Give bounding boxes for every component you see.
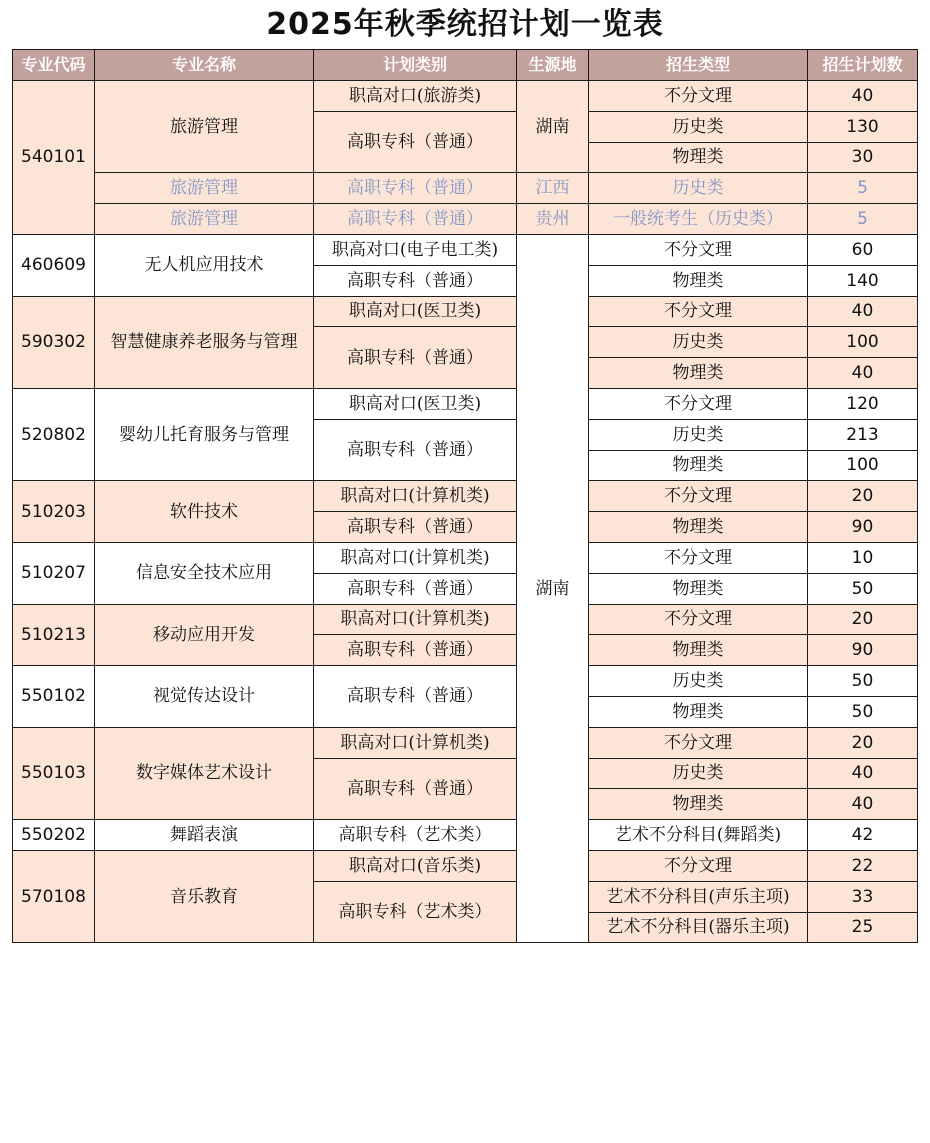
enroll-type: 艺术不分科目(舞蹈类) xyxy=(589,820,808,851)
plan-category: 高职专科（艺术类） xyxy=(314,820,517,851)
major-code: 570108 xyxy=(13,850,95,942)
plan-category: 高职专科（普通） xyxy=(314,265,517,296)
header-code: 专业代码 xyxy=(13,50,95,81)
enroll-type: 历史类 xyxy=(589,327,808,358)
enroll-type: 物理类 xyxy=(589,358,808,389)
enroll-type: 不分文理 xyxy=(589,481,808,512)
major-name: 智慧健康养老服务与管理 xyxy=(95,296,314,388)
plan-count: 90 xyxy=(808,635,918,666)
plan-count: 42 xyxy=(808,820,918,851)
plan-count: 22 xyxy=(808,850,918,881)
region: 湖南 xyxy=(517,81,589,173)
enroll-type: 物理类 xyxy=(589,142,808,173)
plan-count: 20 xyxy=(808,481,918,512)
table-row xyxy=(13,820,918,851)
plan-count: 30 xyxy=(808,142,918,173)
major-name: 旅游管理 xyxy=(95,173,314,204)
major-code: 510207 xyxy=(13,542,95,604)
enroll-type: 物理类 xyxy=(589,265,808,296)
plan-category: 职高对口(计算机类) xyxy=(314,542,517,573)
enroll-type: 艺术不分科目(器乐主项) xyxy=(589,912,808,943)
enroll-type: 物理类 xyxy=(589,696,808,727)
major-name: 婴幼儿托育服务与管理 xyxy=(95,388,314,480)
enroll-type: 不分文理 xyxy=(589,234,808,265)
plan-count: 100 xyxy=(808,450,918,481)
table-row xyxy=(13,481,918,512)
major-code: 550202 xyxy=(13,820,95,851)
enroll-type: 物理类 xyxy=(589,512,808,543)
major-name: 信息安全技术应用 xyxy=(95,542,314,604)
plan-count: 213 xyxy=(808,419,918,450)
plan-count: 25 xyxy=(808,912,918,943)
major-name: 软件技术 xyxy=(95,481,314,543)
table-row xyxy=(13,296,918,327)
plan-category: 职高对口(音乐类) xyxy=(314,850,517,881)
major-name: 数字媒体艺术设计 xyxy=(95,727,314,819)
region: 贵州 xyxy=(517,204,589,235)
plan-count: 33 xyxy=(808,881,918,912)
table-row xyxy=(13,204,918,235)
plan-category: 高职专科（艺术类） xyxy=(314,881,517,943)
plan-count: 100 xyxy=(808,327,918,358)
plan-count: 40 xyxy=(808,758,918,789)
enroll-type: 不分文理 xyxy=(589,388,808,419)
plan-count: 60 xyxy=(808,234,918,265)
plan-category: 高职专科（普通） xyxy=(314,419,517,481)
plan-count: 140 xyxy=(808,265,918,296)
plan-count: 20 xyxy=(808,727,918,758)
table-row xyxy=(13,542,918,573)
plan-category: 高职专科（普通） xyxy=(314,512,517,543)
enrollment-plan-table xyxy=(12,49,918,943)
plan-category: 高职专科（普通） xyxy=(314,573,517,604)
enroll-type: 不分文理 xyxy=(589,850,808,881)
plan-count: 50 xyxy=(808,696,918,727)
enroll-type: 物理类 xyxy=(589,573,808,604)
major-name: 视觉传达设计 xyxy=(95,666,314,728)
plan-count: 40 xyxy=(808,789,918,820)
enroll-type: 不分文理 xyxy=(589,296,808,327)
enroll-type: 物理类 xyxy=(589,450,808,481)
plan-category: 职高对口(电子电工类) xyxy=(314,234,517,265)
major-code: 540101 xyxy=(13,81,95,235)
table-row xyxy=(13,81,918,112)
plan-category: 职高对口(计算机类) xyxy=(314,481,517,512)
enroll-type: 不分文理 xyxy=(589,542,808,573)
enroll-type: 不分文理 xyxy=(589,81,808,112)
plan-category: 职高对口(旅游类) xyxy=(314,81,517,112)
major-code: 550103 xyxy=(13,727,95,819)
table-row xyxy=(13,666,918,697)
plan-category: 职高对口(计算机类) xyxy=(314,604,517,635)
table-row xyxy=(13,234,918,265)
plan-count: 50 xyxy=(808,573,918,604)
enroll-type: 历史类 xyxy=(589,111,808,142)
header-count: 招生计划数 xyxy=(808,50,918,81)
enroll-type: 历史类 xyxy=(589,419,808,450)
major-code: 510213 xyxy=(13,604,95,666)
table-row xyxy=(13,173,918,204)
plan-category: 职高对口(医卫类) xyxy=(314,296,517,327)
plan-category: 高职专科（普通） xyxy=(314,173,517,204)
major-code: 590302 xyxy=(13,296,95,388)
plan-count: 40 xyxy=(808,81,918,112)
enroll-type: 历史类 xyxy=(589,758,808,789)
table-row xyxy=(13,727,918,758)
table-row xyxy=(13,388,918,419)
major-name: 旅游管理 xyxy=(95,81,314,173)
plan-count: 90 xyxy=(808,512,918,543)
plan-category: 高职专科（普通） xyxy=(314,327,517,389)
major-code: 550102 xyxy=(13,666,95,728)
plan-category: 职高对口(计算机类) xyxy=(314,727,517,758)
table-row xyxy=(13,850,918,881)
plan-count: 50 xyxy=(808,666,918,697)
page-title: 2025年秋季统招计划一览表 xyxy=(266,7,664,42)
header-type: 招生类型 xyxy=(589,50,808,81)
plan-count: 20 xyxy=(808,604,918,635)
region: 湖南 xyxy=(517,234,589,942)
major-code: 460609 xyxy=(13,234,95,296)
plan-count: 120 xyxy=(808,388,918,419)
plan-category: 高职专科（普通） xyxy=(314,111,517,173)
enroll-type: 物理类 xyxy=(589,789,808,820)
plan-count: 5 xyxy=(808,204,918,235)
major-name: 音乐教育 xyxy=(95,850,314,942)
enroll-type: 历史类 xyxy=(589,173,808,204)
plan-count: 40 xyxy=(808,358,918,389)
plan-count: 130 xyxy=(808,111,918,142)
header-row xyxy=(13,50,918,81)
enroll-type: 不分文理 xyxy=(589,727,808,758)
table-row xyxy=(13,604,918,635)
major-name: 舞蹈表演 xyxy=(95,820,314,851)
plan-category: 职高对口(医卫类) xyxy=(314,388,517,419)
major-name: 无人机应用技术 xyxy=(95,234,314,296)
header-region: 生源地 xyxy=(517,50,589,81)
plan-count: 10 xyxy=(808,542,918,573)
major-code: 520802 xyxy=(13,388,95,480)
enroll-type: 不分文理 xyxy=(589,604,808,635)
enroll-type: 物理类 xyxy=(589,635,808,666)
plan-category: 高职专科（普通） xyxy=(314,758,517,820)
plan-category: 高职专科（普通） xyxy=(314,635,517,666)
major-code: 510203 xyxy=(13,481,95,543)
enroll-type: 艺术不分科目(声乐主项) xyxy=(589,881,808,912)
plan-category: 高职专科（普通） xyxy=(314,204,517,235)
enroll-type: 一般统考生（历史类） xyxy=(589,204,808,235)
header-plan: 计划类别 xyxy=(314,50,517,81)
region: 江西 xyxy=(517,173,589,204)
major-name: 移动应用开发 xyxy=(95,604,314,666)
header-name: 专业名称 xyxy=(95,50,314,81)
plan-category: 高职专科（普通） xyxy=(314,666,517,728)
plan-count: 40 xyxy=(808,296,918,327)
enroll-type: 历史类 xyxy=(589,666,808,697)
plan-count: 5 xyxy=(808,173,918,204)
major-name: 旅游管理 xyxy=(95,204,314,235)
